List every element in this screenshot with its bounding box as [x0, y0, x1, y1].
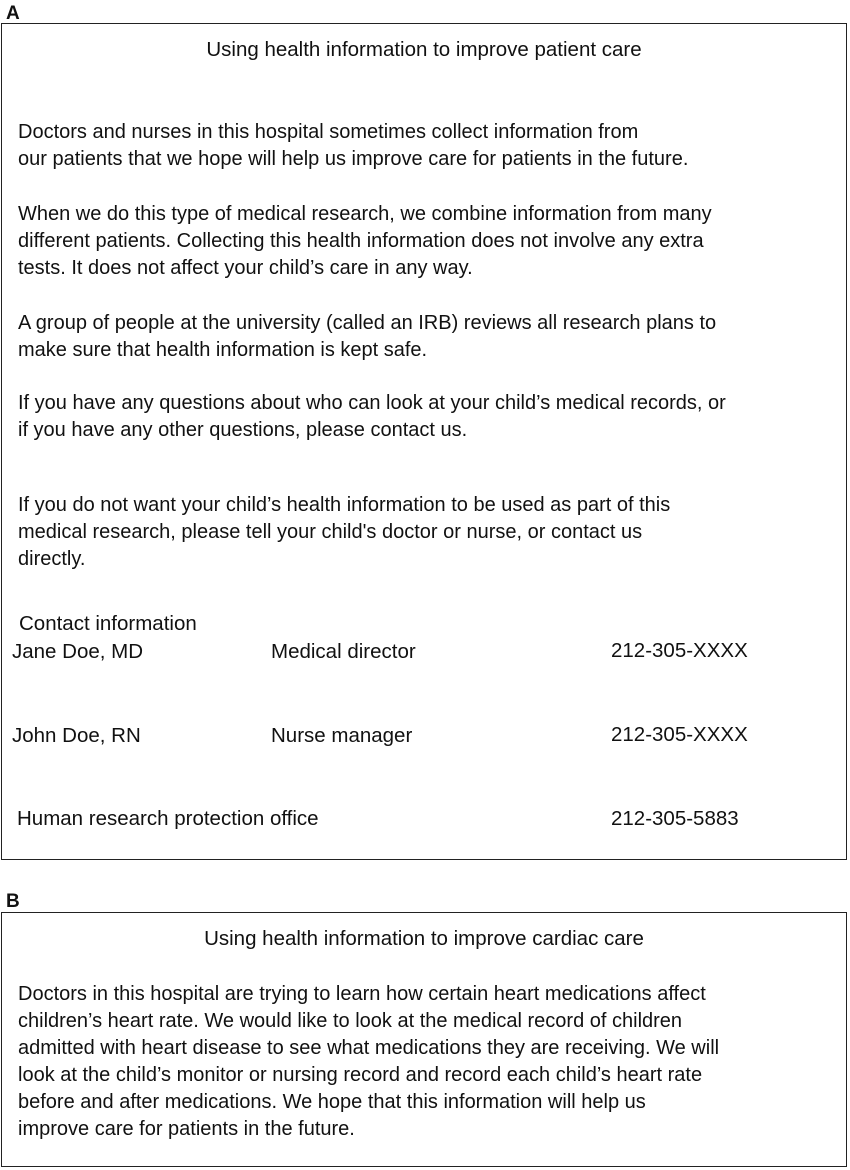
- paragraph-line: Doctors and nurses in this hospital sometimes collect information from: [18, 121, 639, 143]
- paragraph-line: admitted with heart disease to see what medications they are receiving. We will: [18, 1037, 720, 1059]
- contact-phone: 212-305-XXXX: [611, 723, 748, 746]
- paragraph-line: When we do this type of medical research, we combine information from many: [18, 203, 712, 225]
- paragraph-line: our patients that we hope will help us improve care for patients in the future.: [18, 148, 689, 170]
- panel-b-label: B: [6, 891, 20, 912]
- contact-name: Human research protection office: [17, 807, 319, 830]
- contact-heading: Contact information: [19, 612, 197, 635]
- panel-b-title: Using health information to improve cardiac care: [204, 927, 644, 950]
- panel-a-paragraph-2: [18, 201, 712, 282]
- contact-phone: 212-305-5883: [611, 807, 739, 830]
- paragraph-line: directly.: [18, 548, 86, 570]
- contact-role: Medical director: [271, 640, 416, 663]
- contact-name: John Doe, RN: [12, 724, 141, 747]
- paragraph-line: if you have any other questions, please contact us.: [18, 419, 468, 441]
- panel-a-label: A: [6, 3, 20, 24]
- panel-a-paragraph-1: [18, 119, 688, 173]
- panel-b-paragraph: [18, 981, 719, 1143]
- paragraph-line: improve care for patients in the future.: [18, 1118, 355, 1140]
- contact-phone: 212-305-XXXX: [611, 639, 748, 662]
- panel-b-box: [1, 912, 847, 1167]
- paragraph-line: Doctors in this hospital are trying to learn how certain heart medications affect: [18, 983, 706, 1005]
- paragraph-line: medical research, please tell your child's doctor or nurse, or contact us: [18, 521, 643, 543]
- paragraph-line: If you do not want your child’s health information to be used as part of this: [18, 494, 671, 516]
- paragraph-line: If you have any questions about who can look at your child’s medical records, or: [18, 392, 726, 414]
- paragraph-line: children’s heart rate. We would like to look at the medical record of children: [18, 1010, 683, 1032]
- paragraph-line: look at the child’s monitor or nursing record and record each child’s heart rate: [18, 1064, 703, 1086]
- panel-a-box: [1, 23, 847, 860]
- panel-a-title: Using health information to improve patient care: [206, 38, 642, 61]
- panel-a-paragraph-3: [18, 310, 716, 364]
- paragraph-line: before and after medications. We hope that this information will help us: [18, 1091, 646, 1113]
- panel-a-paragraph-4: [18, 390, 726, 444]
- paragraph-line: A group of people at the university (called an IRB) reviews all research plans to: [18, 312, 717, 334]
- paragraph-line: different patients. Collecting this health information does not involve any extra: [18, 230, 704, 252]
- panel-a-paragraph-5: [18, 492, 670, 573]
- contact-name: Jane Doe, MD: [12, 640, 144, 663]
- paragraph-line: make sure that health information is kept safe.: [18, 339, 428, 361]
- paragraph-line: tests. It does not affect your child’s care in any way.: [18, 257, 473, 279]
- contact-role: Nurse manager: [271, 724, 413, 747]
